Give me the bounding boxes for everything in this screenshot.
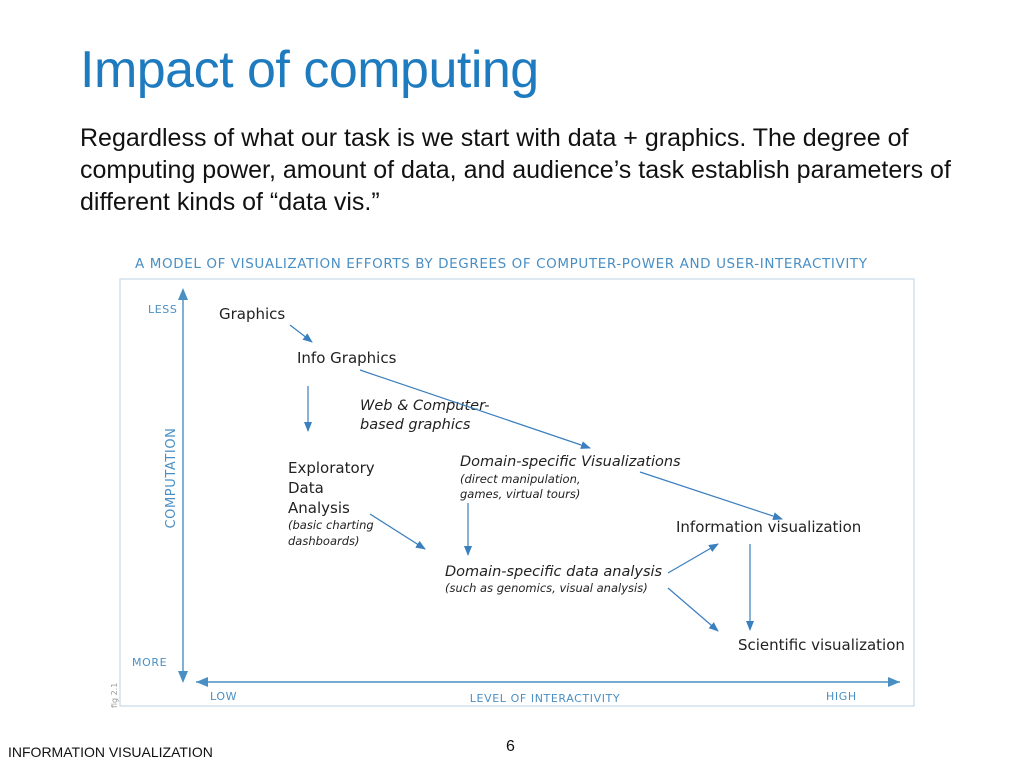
arrow-domain-data-to-info-vis xyxy=(668,544,718,573)
node-graphics: Graphics xyxy=(219,305,286,323)
figure-svg xyxy=(100,248,920,713)
y-axis-arrow-down-icon xyxy=(178,671,188,683)
arrow-domain-data-to-sci-vis xyxy=(668,588,718,631)
arrow-graphics-to-info-graphics xyxy=(290,325,312,342)
y-axis-top-label: LESS xyxy=(148,303,178,316)
node-domain-data-note: (such as genomics, visual analysis) xyxy=(445,581,648,595)
node-domain-specific-data-analysis: Domain-specific data analysis xyxy=(445,564,663,580)
x-axis-arrow-left-icon xyxy=(196,677,208,687)
figure-heading: A MODEL OF VISUALIZATION EFFORTS BY DEGREES OF COMPUTER-POWER AND USER-INTERACTIVITY xyxy=(135,256,868,272)
arrow-domain-vis-to-info-vis xyxy=(640,472,782,519)
y-axis-arrow-up-icon xyxy=(178,288,188,300)
x-axis-left-label: LOW xyxy=(210,690,238,703)
node-exploratory-data-analysis: Exploratory Data Analysis xyxy=(288,459,375,517)
visualization-model-figure xyxy=(100,248,920,713)
y-axis-label: COMPUTATION xyxy=(164,427,179,529)
slide-body-text: Regardless of what our task is we start with data + graphics. The degree of computing power, amount of data, and audience’s task establish parameters of different kinds of “data vis.” xyxy=(80,124,951,216)
footer-course-label: INFORMATION VISUALIZATION xyxy=(8,744,213,760)
slide-title: Impact of computing xyxy=(80,41,539,99)
arrow-eda-to-domain-data xyxy=(370,514,425,549)
x-axis-right-label: HIGH xyxy=(826,690,857,703)
y-axis-bottom-label: MORE xyxy=(132,656,168,669)
page-number: 6 xyxy=(506,738,515,755)
node-eda-note: (basic charting dashboards) xyxy=(288,518,374,548)
node-information-visualization: Information visualization xyxy=(676,518,862,536)
x-axis-arrow-right-icon xyxy=(888,677,900,687)
node-domain-specific-visualizations: Domain-specific Visualizations xyxy=(460,454,681,470)
node-info-graphics: Info Graphics xyxy=(297,349,397,367)
figure-credit: fig 2.1 xyxy=(110,682,119,708)
x-axis-label: LEVEL OF INTERACTIVITY xyxy=(469,692,621,705)
node-domain-vis-note: (direct manipulation, games, virtual tours) xyxy=(460,472,581,501)
node-web-graphics: Web & Computer- based graphics xyxy=(360,398,490,433)
node-scientific-visualization: Scientific visualization xyxy=(738,636,905,654)
